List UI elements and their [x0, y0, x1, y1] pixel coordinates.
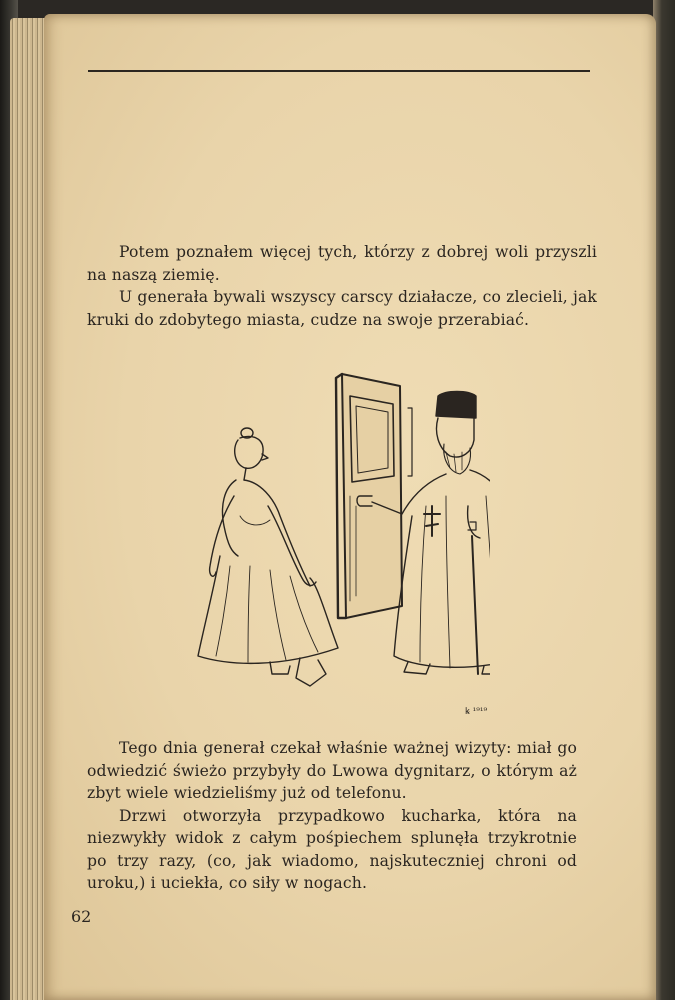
- cook-figure: [198, 428, 338, 686]
- paragraph: U generała bywali wszyscy carscy działacze, co zlecieli, jak kruki do zdobytego miasta, cudze na swoje przerabiać.: [87, 288, 597, 329]
- paragraph: Drzwi otworzyła przypadkowo kucharka, która na niezwykły widok z całym pośpiechem splunęła trzykrotnie po trzy razy, (co, jak wiadomo, najskuteczniej chroni od uroku,) i uciekła, co siły w nogach.: [87, 806, 577, 892]
- door: [336, 374, 412, 618]
- paragraph: Potem poznałem więcej tych, którzy z dobrej woli przyszli na naszą ziemię.: [87, 243, 597, 284]
- page-number: 62: [71, 907, 92, 926]
- book-spine-edge: [653, 0, 675, 1000]
- text-block-bottom: [87, 737, 577, 895]
- paragraph: Tego dnia generał czekał właśnie ważnej wizyty: miał go odwiedzić świeżo przybyły do Lwowa dygnitarz, o którym aż zbyt wiele wiedzieliśmy już od telefonu.: [87, 739, 577, 802]
- illustration-priest-and-cook: [150, 356, 490, 726]
- header-rule: [88, 70, 590, 72]
- illustrator-signature: ꝃ ¹⁹¹⁹: [465, 707, 488, 717]
- text-block-top: [87, 241, 597, 331]
